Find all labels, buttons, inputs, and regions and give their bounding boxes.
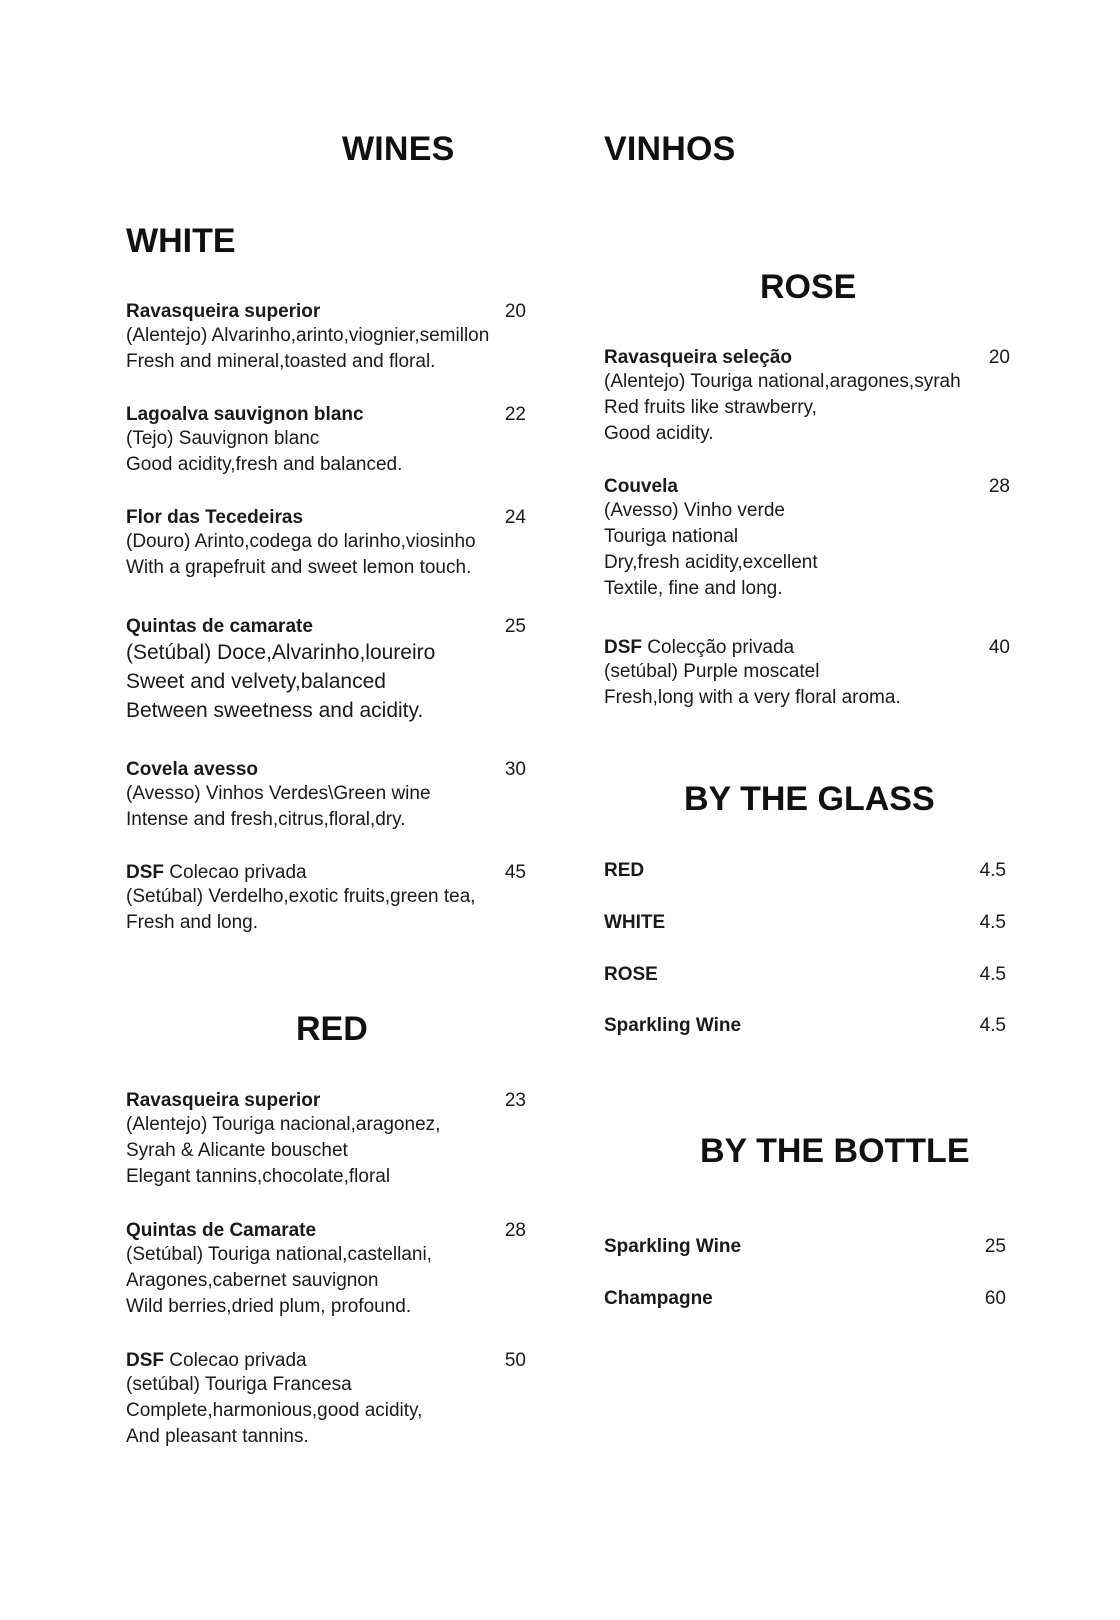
wine-name — [126, 616, 313, 638]
wine-entry-header — [126, 301, 526, 323]
wine-description-line: Aragones,cabernet sauvignon — [126, 1270, 379, 1291]
wine-name — [604, 637, 794, 659]
wine-price: 25 — [504, 616, 526, 637]
wine-name — [126, 1220, 316, 1242]
wine-description-line: Touriga national — [604, 526, 739, 547]
wine-description-line: Complete,harmonious,good acidity, — [126, 1400, 423, 1421]
wine-description-line: Fresh and mineral,toasted and floral. — [126, 351, 436, 372]
price-row — [604, 1236, 1006, 1258]
page-title-vinhos: VINHOS — [604, 130, 736, 168]
wine-name-bold: Ravasqueira seleção — [604, 347, 793, 368]
wine-entry — [604, 347, 1010, 447]
wine-name — [126, 862, 307, 884]
section-heading-by-the-bottle: BY THE BOTTLE — [700, 1132, 970, 1170]
item-name: WHITE — [604, 912, 666, 933]
wine-name-rest: Colecao privada — [164, 862, 307, 883]
wine-description-line: Fresh,long with a very floral aroma. — [604, 687, 901, 708]
item-name: Sparkling Wine — [604, 1236, 742, 1257]
wine-name — [604, 476, 678, 498]
wine-name — [126, 507, 303, 529]
item-price: 25 — [984, 1236, 1006, 1257]
wine-description-line: With a grapefruit and sweet lemon touch. — [126, 557, 472, 578]
item-price: 4.5 — [979, 912, 1006, 933]
wine-entry-header — [126, 862, 526, 884]
wine-name-bold: DSF — [126, 862, 164, 883]
item-price: 60 — [984, 1288, 1006, 1309]
wine-entry-header — [604, 347, 1010, 369]
item-name: RED — [604, 860, 645, 881]
item-name: ROSE — [604, 964, 658, 985]
wine-price: 24 — [504, 507, 526, 528]
wine-entry — [126, 862, 526, 936]
section-heading-by-the-glass: BY THE GLASS — [684, 780, 935, 818]
wine-price: 20 — [504, 301, 526, 322]
wine-name-bold: Lagoalva sauvignon blanc — [126, 404, 364, 425]
wine-description-line: (Setúbal) Doce,Alvarinho,loureiro — [126, 641, 436, 664]
wine-description-line: And pleasant tannins. — [126, 1426, 309, 1447]
wine-name-bold: DSF — [126, 1350, 164, 1371]
wine-description-line: (Setúbal) Verdelho,exotic fruits,green tea, — [126, 886, 476, 907]
wine-name-bold: Quintas de Camarate — [126, 1220, 317, 1241]
section-heading-white: WHITE — [126, 222, 236, 260]
section-heading-rose: ROSE — [760, 268, 857, 306]
wine-description-line: (Alentejo) Alvarinho,arinto,viognier,semillon — [126, 325, 490, 346]
wine-name — [126, 1090, 320, 1112]
price-row — [604, 1015, 1006, 1037]
wine-name-bold: Couvela — [604, 476, 678, 497]
price-row — [604, 1288, 1006, 1310]
wine-entry — [604, 476, 1010, 602]
wine-entry — [126, 1090, 526, 1190]
wine-name-bold: Ravasqueira superior — [126, 1090, 321, 1111]
wine-entry-header — [126, 404, 526, 426]
wine-entry — [126, 1350, 526, 1450]
wine-name — [126, 301, 320, 323]
section-heading-red: RED — [296, 1010, 368, 1048]
wine-description-line: Good acidity. — [604, 423, 714, 444]
wine-name-bold: DSF — [604, 637, 642, 658]
wine-name — [126, 1350, 307, 1372]
wine-entry — [126, 507, 526, 581]
wine-entry-header — [126, 616, 526, 638]
wine-entry — [126, 759, 526, 833]
wine-price: 23 — [504, 1090, 526, 1111]
wine-entry — [126, 616, 526, 725]
wine-name — [126, 404, 364, 426]
wine-name-bold: Covela avesso — [126, 759, 259, 780]
wine-entry-header — [126, 1350, 526, 1372]
price-row — [604, 912, 1006, 934]
wine-name-bold: Flor das Tecedeiras — [126, 507, 304, 528]
wine-description-line: Sweet and velvety,balanced — [126, 670, 386, 693]
wine-name — [126, 759, 258, 781]
wine-name-rest: Colecção privada — [642, 637, 795, 658]
wine-entry — [126, 1220, 526, 1320]
wine-description-line: Between sweetness and acidity. — [126, 699, 424, 722]
wine-entry-header — [126, 759, 526, 781]
wine-entry-header — [604, 637, 1010, 659]
wine-entry-header — [604, 476, 1010, 498]
wine-description-line: Intense and fresh,citrus,floral,dry. — [126, 809, 406, 830]
item-price: 4.5 — [979, 964, 1006, 985]
wine-description-line: Elegant tannins,chocolate,floral — [126, 1166, 391, 1187]
wine-description-line: Syrah & Alicante bouschet — [126, 1140, 348, 1161]
wine-entry-header — [126, 507, 526, 529]
wine-price: 28 — [504, 1220, 526, 1241]
wine-price: 22 — [504, 404, 526, 425]
wine-description-line: (Alentejo) Touriga nacional,aragonez, — [126, 1114, 441, 1135]
wine-entry-header — [126, 1220, 526, 1242]
wine-description-line: Wild berries,dried plum, profound. — [126, 1296, 412, 1317]
price-row — [604, 860, 1006, 882]
wine-name-rest: Colecao privada — [164, 1350, 307, 1371]
wine-name-bold: Ravasqueira superior — [126, 301, 321, 322]
page-title-wines: WINES — [342, 130, 455, 168]
wine-description-line: (setúbal) Touriga Francesa — [126, 1374, 352, 1395]
wine-price: 45 — [504, 862, 526, 883]
wine-price: 28 — [988, 476, 1010, 497]
wine-description-line: (Alentejo) Touriga national,aragones,syrah — [604, 371, 961, 392]
wine-name-bold: Quintas de camarate — [126, 616, 313, 637]
wine-price: 40 — [988, 637, 1010, 658]
wine-description-line: (Douro) Arinto,codega do larinho,viosinho — [126, 531, 476, 552]
wine-description-line: (Avesso) Vinhos Verdes\Green wine — [126, 783, 431, 804]
wine-description-line: Red fruits like strawberry, — [604, 397, 817, 418]
wine-name — [604, 347, 792, 369]
wine-price: 20 — [988, 347, 1010, 368]
wine-description-line: (Tejo) Sauvignon blanc — [126, 428, 320, 449]
wine-entry — [126, 301, 526, 375]
wine-description-line: (Setúbal) Touriga national,castellani, — [126, 1244, 432, 1265]
wine-entry-header — [126, 1090, 526, 1112]
wine-description-line: Textile, fine and long. — [604, 578, 783, 599]
item-price: 4.5 — [979, 1015, 1006, 1036]
wine-description-line: (setúbal) Purple moscatel — [604, 661, 820, 682]
wine-entry — [604, 637, 1010, 711]
item-price: 4.5 — [979, 860, 1006, 881]
wine-description-line: Dry,fresh acidity,excellent — [604, 552, 818, 573]
wine-price: 50 — [504, 1350, 526, 1371]
wine-description-line: Fresh and long. — [126, 912, 259, 933]
item-name: Sparkling Wine — [604, 1015, 742, 1036]
wine-entry — [126, 404, 526, 478]
price-row — [604, 964, 1006, 986]
wine-description-line: Good acidity,fresh and balanced. — [126, 454, 403, 475]
wine-price: 30 — [504, 759, 526, 780]
item-name: Champagne — [604, 1288, 713, 1309]
wine-description-line: (Avesso) Vinho verde — [604, 500, 785, 521]
